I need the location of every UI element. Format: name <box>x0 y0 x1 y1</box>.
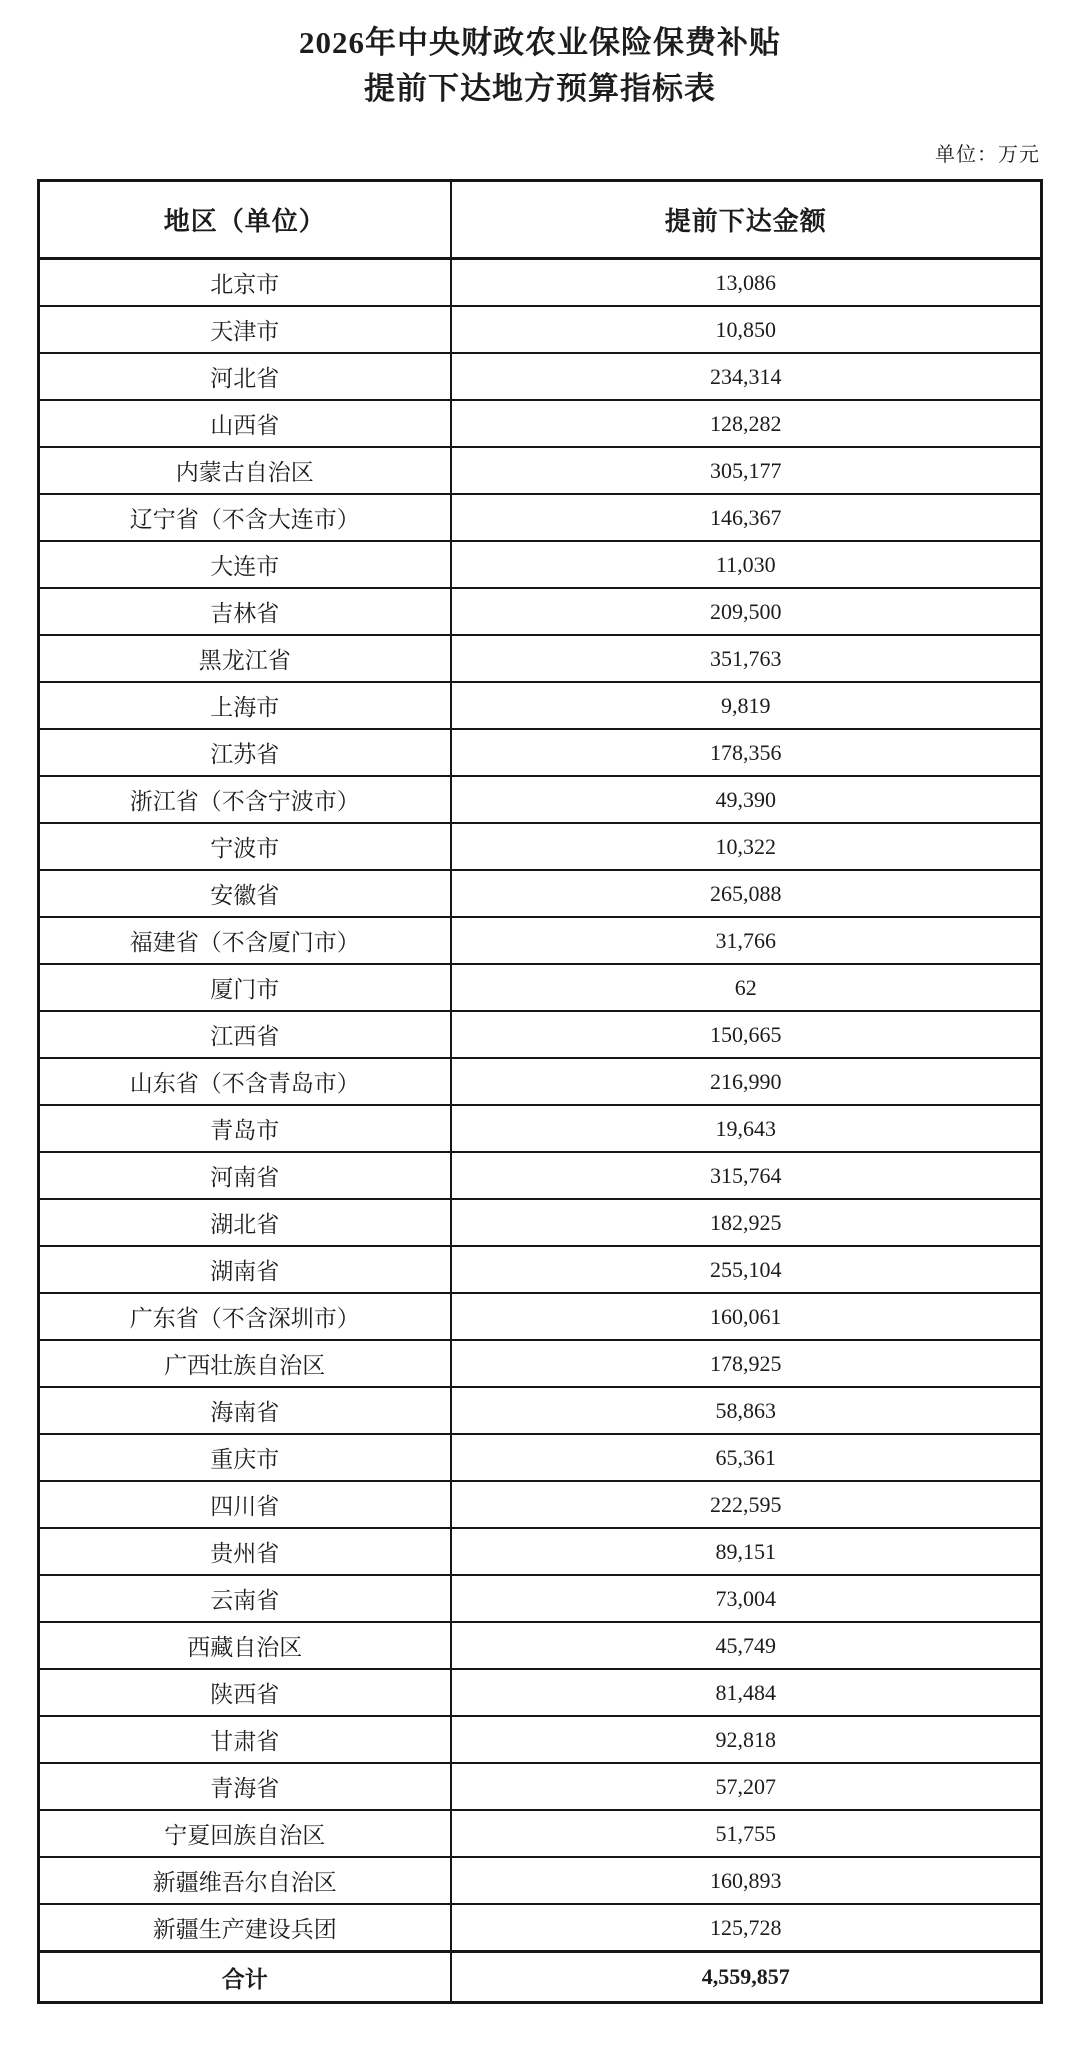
table-row <box>39 447 1042 494</box>
amount-cell: 51,755 <box>451 1810 1042 1857</box>
amount-cell: 265,088 <box>451 870 1042 917</box>
region-cell: 山西省 <box>39 400 451 447</box>
region-cell: 重庆市 <box>39 1434 451 1481</box>
table-row <box>39 306 1042 353</box>
document-page <box>0 20 1080 2056</box>
amount-cell: 19,643 <box>451 1105 1042 1152</box>
amount-cell: 160,893 <box>451 1857 1042 1904</box>
table-row <box>39 1246 1042 1293</box>
amount-cell: 9,819 <box>451 682 1042 729</box>
region-cell: 广西壮族自治区 <box>39 1340 451 1387</box>
region-cell: 吉林省 <box>39 588 451 635</box>
amount-cell: 178,925 <box>451 1340 1042 1387</box>
region-cell: 黑龙江省 <box>39 635 451 682</box>
table-row <box>39 1152 1042 1199</box>
table-header <box>39 181 1042 259</box>
amount-cell: 65,361 <box>451 1434 1042 1481</box>
amount-cell: 222,595 <box>451 1481 1042 1528</box>
region-cell: 湖北省 <box>39 1199 451 1246</box>
region-cell: 江苏省 <box>39 729 451 776</box>
amount-cell: 305,177 <box>451 447 1042 494</box>
amount-cell: 45,749 <box>451 1622 1042 1669</box>
region-cell: 山东省（不含青岛市） <box>39 1058 451 1105</box>
amount-cell: 160,061 <box>451 1293 1042 1340</box>
table-row <box>39 1622 1042 1669</box>
region-cell: 云南省 <box>39 1575 451 1622</box>
page-title-line1: 2026年中央财政农业保险保费补贴 <box>299 25 781 60</box>
region-cell: 上海市 <box>39 682 451 729</box>
table-row <box>39 776 1042 823</box>
region-cell: 辽宁省（不含大连市） <box>39 494 451 541</box>
region-cell: 大连市 <box>39 541 451 588</box>
amount-cell: 49,390 <box>451 776 1042 823</box>
total-value-cell: 4,559,857 <box>451 1952 1042 2003</box>
table-row <box>39 1058 1042 1105</box>
table-row <box>39 353 1042 400</box>
table-row <box>39 1763 1042 1810</box>
region-cell: 湖南省 <box>39 1246 451 1293</box>
table-row <box>39 635 1042 682</box>
table-row <box>39 1387 1042 1434</box>
region-cell: 天津市 <box>39 306 451 353</box>
amount-cell: 128,282 <box>451 400 1042 447</box>
amount-cell: 31,766 <box>451 917 1042 964</box>
region-cell: 海南省 <box>39 1387 451 1434</box>
region-cell: 陕西省 <box>39 1669 451 1716</box>
amount-cell: 81,484 <box>451 1669 1042 1716</box>
amount-cell: 351,763 <box>451 635 1042 682</box>
amount-cell: 57,207 <box>451 1763 1042 1810</box>
table-row <box>39 1481 1042 1528</box>
table-row <box>39 259 1042 307</box>
table-row <box>39 682 1042 729</box>
region-cell: 河北省 <box>39 353 451 400</box>
table-row <box>39 494 1042 541</box>
region-cell: 西藏自治区 <box>39 1622 451 1669</box>
amount-cell: 10,850 <box>451 306 1042 353</box>
table-row <box>39 1857 1042 1904</box>
table-row <box>39 1575 1042 1622</box>
amount-cell: 182,925 <box>451 1199 1042 1246</box>
region-cell: 内蒙古自治区 <box>39 447 451 494</box>
table-row <box>39 917 1042 964</box>
region-cell: 四川省 <box>39 1481 451 1528</box>
header-row <box>39 181 1042 259</box>
amount-cell: 150,665 <box>451 1011 1042 1058</box>
amount-cell: 11,030 <box>451 541 1042 588</box>
region-cell: 新疆生产建设兵团 <box>39 1904 451 1952</box>
region-cell: 福建省（不含厦门市） <box>39 917 451 964</box>
amount-cell: 255,104 <box>451 1246 1042 1293</box>
table-row <box>39 729 1042 776</box>
table-row <box>39 870 1042 917</box>
region-cell: 厦门市 <box>39 964 451 1011</box>
amount-cell: 178,356 <box>451 729 1042 776</box>
total-label-cell: 合计 <box>39 1952 451 2003</box>
table-row <box>39 1105 1042 1152</box>
header-region: 地区（单位） <box>39 181 451 259</box>
table-row <box>39 823 1042 870</box>
table-row <box>39 1011 1042 1058</box>
amount-cell: 216,990 <box>451 1058 1042 1105</box>
region-cell: 北京市 <box>39 259 451 307</box>
region-cell: 宁夏回族自治区 <box>39 1810 451 1857</box>
table-row <box>39 1340 1042 1387</box>
amount-cell: 315,764 <box>451 1152 1042 1199</box>
region-cell: 浙江省（不含宁波市） <box>39 776 451 823</box>
amount-cell: 13,086 <box>451 259 1042 307</box>
table-row <box>39 964 1042 1011</box>
page-title-line2: 提前下达地方预算指标表 <box>364 71 716 106</box>
table-row <box>39 1810 1042 1857</box>
table-body <box>39 259 1042 1952</box>
table-row <box>39 541 1042 588</box>
region-cell: 江西省 <box>39 1011 451 1058</box>
unit-note: 单位：万元 <box>935 144 1040 166</box>
page-title <box>0 20 1080 112</box>
amount-cell: 146,367 <box>451 494 1042 541</box>
budget-table <box>37 179 1043 2004</box>
amount-cell: 234,314 <box>451 353 1042 400</box>
table-total <box>39 1952 1042 2003</box>
amount-cell: 10,322 <box>451 823 1042 870</box>
amount-cell: 73,004 <box>451 1575 1042 1622</box>
table-row <box>39 1434 1042 1481</box>
header-amount: 提前下达金额 <box>451 181 1042 259</box>
region-cell: 宁波市 <box>39 823 451 870</box>
region-cell: 青海省 <box>39 1763 451 1810</box>
region-cell: 安徽省 <box>39 870 451 917</box>
table-row <box>39 1199 1042 1246</box>
region-cell: 广东省（不含深圳市） <box>39 1293 451 1340</box>
amount-cell: 62 <box>451 964 1042 1011</box>
table-row <box>39 1293 1042 1340</box>
table-row <box>39 400 1042 447</box>
region-cell: 河南省 <box>39 1152 451 1199</box>
table-row <box>39 1528 1042 1575</box>
region-cell: 青岛市 <box>39 1105 451 1152</box>
amount-cell: 125,728 <box>451 1904 1042 1952</box>
amount-cell: 89,151 <box>451 1528 1042 1575</box>
region-cell: 贵州省 <box>39 1528 451 1575</box>
table-row <box>39 1669 1042 1716</box>
table-row <box>39 1904 1042 1952</box>
amount-cell: 58,863 <box>451 1387 1042 1434</box>
region-cell: 新疆维吾尔自治区 <box>39 1857 451 1904</box>
amount-cell: 92,818 <box>451 1716 1042 1763</box>
table-row <box>39 1716 1042 1763</box>
table-row <box>39 588 1042 635</box>
amount-cell: 209,500 <box>451 588 1042 635</box>
total-row <box>39 1952 1042 2003</box>
region-cell: 甘肃省 <box>39 1716 451 1763</box>
